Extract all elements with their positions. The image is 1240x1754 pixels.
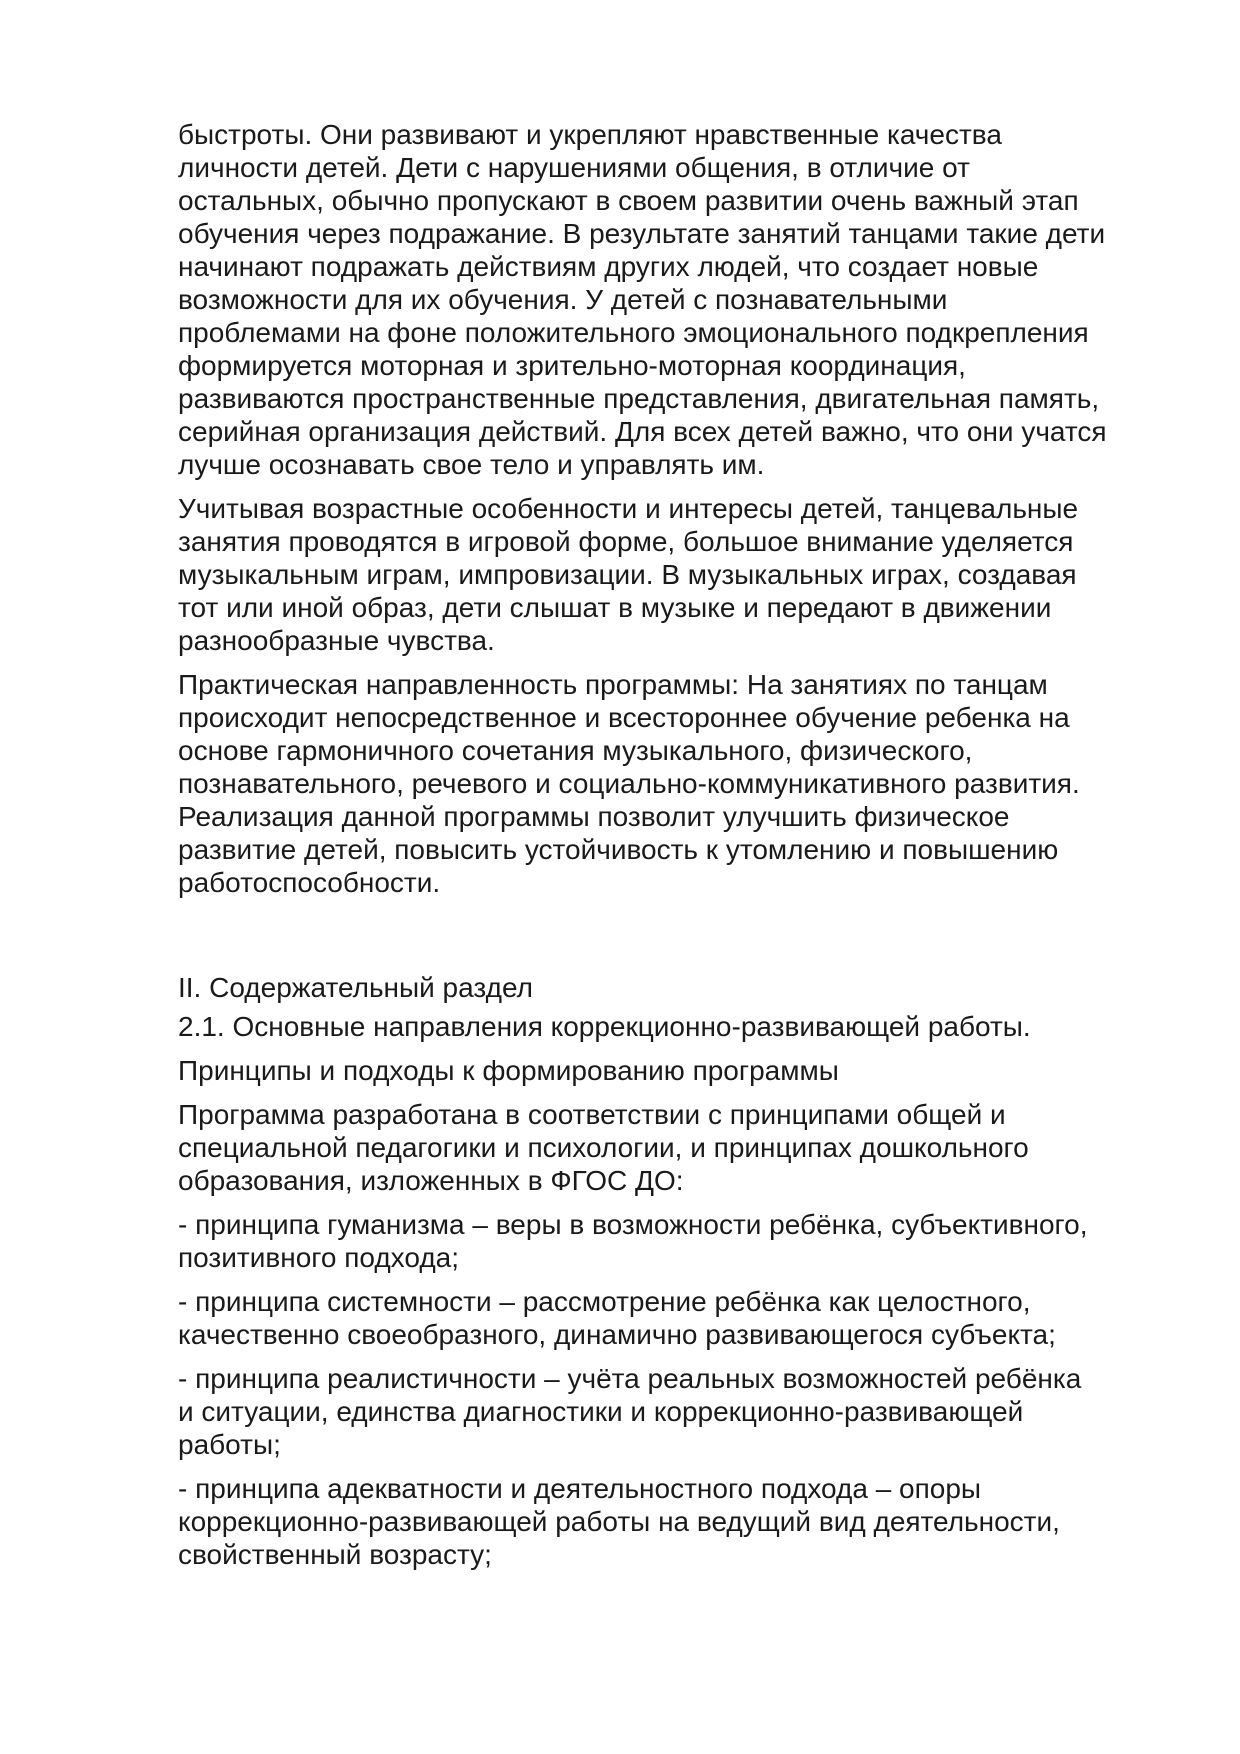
text-line: развиваются пространственные представления, двигательная память, xyxy=(178,383,1100,414)
text-line: Принципы и подходы к формированию программы xyxy=(178,1055,839,1086)
list-item xyxy=(178,1362,1168,1461)
text-line: работы; xyxy=(178,1429,281,1460)
text-line: музыкальным играм, импровизации. В музыкальных играх, создавая xyxy=(178,559,1077,590)
text-line: - принципа адекватности и деятельностного подхода – опоры xyxy=(178,1473,982,1504)
text-line: Учитывая возрастные особенности и интересы детей, танцевальные xyxy=(178,493,1079,524)
text-line: развитие детей, повысить устойчивость к утомлению и повышению xyxy=(178,834,1059,865)
text-line: образования, изложенных в ФГОС ДО: xyxy=(178,1165,684,1196)
document-body xyxy=(178,118,1168,1571)
text-line: Реализация данной программы позволит улучшить физическое xyxy=(178,801,1010,832)
text-line: - принципа системности – рассмотрение ребёнка как целостного, xyxy=(178,1286,1031,1317)
text-line: коррекционно-развивающей работы на ведущий вид деятельности, xyxy=(178,1506,1060,1537)
text-line: быстроты. Они развивают и укрепляют нравственные качества xyxy=(178,119,1002,150)
text-line: Программа разработана в соответствии с принципами общей и xyxy=(178,1099,1006,1130)
text-line: позитивного подхода; xyxy=(178,1242,460,1273)
text-line: личности детей. Дети с нарушениями общения, в отличие от xyxy=(178,152,970,183)
text-line: остальных, обычно пропускают в своем развитии очень важный этап xyxy=(178,185,1079,216)
text-line: занятия проводятся в игровой форме, большое внимание уделяется xyxy=(178,526,1074,557)
list-item xyxy=(178,1208,1168,1274)
paragraph xyxy=(178,118,1168,481)
paragraph xyxy=(178,1098,1168,1197)
text-line: основе гармоничного сочетания музыкального, физического, xyxy=(178,735,973,766)
text-line: начинают подражать действиям других людей, что создает новые xyxy=(178,251,1039,282)
text-line: познавательного, речевого и социально-коммуникативного развития. xyxy=(178,768,1080,799)
principles-heading xyxy=(178,1054,1168,1087)
list-item xyxy=(178,1472,1168,1571)
text-line: серийная организация действий. Для всех детей важно, что они учатся xyxy=(178,416,1107,447)
paragraph xyxy=(178,492,1168,657)
text-line: - принципа реалистичности – учёта реальных возможностей ребёнка xyxy=(178,1363,1082,1394)
text-line: Практическая направленность программы: На занятиях по танцам xyxy=(178,669,1048,700)
text-line: специальной педагогики и психологии, и принципах дошкольного xyxy=(178,1132,1029,1163)
text-line: формируется моторная и зрительно-моторная координация, xyxy=(178,350,966,381)
list-item xyxy=(178,1285,1168,1351)
paragraph xyxy=(178,668,1168,899)
text-line: проблемами на фоне положительного эмоционального подкрепления xyxy=(178,317,1089,348)
text-line: лучше осознавать свое тело и управлять им. xyxy=(178,449,765,480)
text-line: возможности для их обучения. У детей с познавательными xyxy=(178,284,948,315)
text-line: тот или иной образ, дети слышат в музыке и передают в движении xyxy=(178,592,1052,623)
text-line: свойственный возрасту; xyxy=(178,1539,492,1570)
text-line: - принципа гуманизма – веры в возможности ребёнка, субъективного, xyxy=(178,1209,1088,1240)
text-line: происходит непосредственное и всестороннее обучение ребенка на xyxy=(178,702,1070,733)
text-line: II. Содержательный раздел xyxy=(178,972,533,1003)
text-line: обучения через подражание. В результате занятий танцами такие дети xyxy=(178,218,1106,249)
section-heading xyxy=(178,971,1168,1004)
text-line: разнообразные чувства. xyxy=(178,625,495,656)
text-line: качественно своеобразного, динамично развивающегося субъекта; xyxy=(178,1319,1056,1350)
text-line: и ситуации, единства диагностики и коррекционно-развивающей xyxy=(178,1396,1024,1427)
text-line: 2.1. Основные направления коррекционно-развивающей работы. xyxy=(178,1011,1031,1042)
subsection-heading xyxy=(178,1010,1168,1043)
text-line: работоспособности. xyxy=(178,867,441,898)
